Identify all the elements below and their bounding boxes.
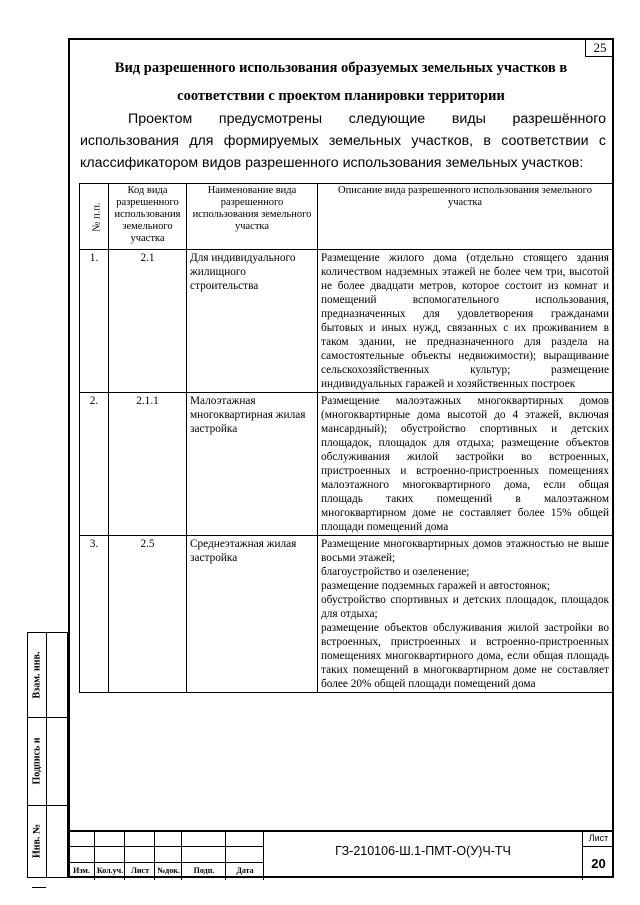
row-name: Среднеэтажная жилая застройка [187, 536, 318, 693]
desc-line: обустройство спортивных и детских площадок, площадок для отдыха; [321, 594, 609, 620]
table-header-row [80, 184, 613, 250]
table-row [80, 250, 613, 393]
sheet-box [582, 832, 614, 880]
row-desc: Размещение малоэтажных многоквартирных домов (многоквартирные дома высотой до 4 этажей, включая мансардный); обустройство спортивных и детских площадок, площадок для отдыха; размещение объектов обслуживания жилой застройки во встроенных, пристроенных и встроенно-пристроенных помещениях малоэтажного многоквартирного дома, если общая площадь таких помещений в малоэтажном многоквартирном доме не составляет более 15% общей площади помещений дома [318, 393, 613, 536]
document-code: ГЗ-210106-Ш.1-ПМТ-О(У)Ч-ТЧ [335, 844, 511, 858]
desc-line: благоустройство и озеленение; [321, 566, 470, 578]
header-code: Код вида разрешенного использования земельного участка [109, 184, 187, 250]
stamp-label-koluch: Кол.уч. [96, 866, 124, 875]
table-row [80, 536, 613, 693]
desc-line: Размещение многоквартирных домов этажностью не выше восьми этажей; [321, 538, 609, 564]
intro-paragraph: Проектом предусмотрены следующие виды разрешённого использования для формируемых земельных участков, в соответствии с классификатором видов разрешенного использования земельных участков: [80, 111, 606, 171]
scan-mark [32, 887, 46, 888]
sheet-number: 20 [591, 856, 606, 871]
row-code: 2.1 [109, 250, 187, 393]
stamp-label-izm: Изм. [73, 866, 90, 875]
row-num: 1. [80, 250, 109, 393]
stamp-label-ndok: №док. [157, 866, 180, 875]
row-code: 2.5 [109, 536, 187, 693]
stamp-label-list: Лист [130, 866, 150, 875]
sidebar-label-vzam: Взам. инв. [31, 651, 43, 699]
header-desc: Описание вида разрешенного использования земельного участка [318, 184, 613, 250]
row-name: Малоэтажная многоквартирная жилая застройка [187, 393, 318, 536]
section-title-line2: соответствии с проектом планировки территории [177, 88, 505, 104]
sidebar-column-divider [46, 633, 47, 877]
header-name: Наименование вида разрешенного использования земельного участка [187, 184, 318, 250]
row-desc: Размещение жилого дома (отдельно стоящего здания количеством надземных этажей не более чем три, высотой не более двадцати метров, которое состоит из комнат и помещений вспомогательного использования, предназначенных для удовлетворения гражданами бытовых и иных нужд, связанных с их проживанием в таком здании, не предназначенного для раздела на самостоятельные объекты недвижимости); выращивание сельскохозяйственных культур; размещение индивидуальных гаражей и хозяйственных построек [318, 250, 613, 393]
desc-line: размещение подземных гаражей и автостоянок; [321, 580, 551, 592]
sidebar-label-inv: Инв. № [31, 824, 43, 858]
header-num: № п.п. [80, 184, 109, 250]
row-desc [318, 536, 613, 693]
row-name: Для индивидуального жилищного строительства [187, 250, 318, 393]
desc-line: размещение объектов обслуживания жилой застройки во встроенных, пристроенных и встроенно-пристроенных помещениях многоквартирного дома, если общая площадь таких помещений в многоквартирном доме не составляет более 20% общей площади помещений дома [321, 622, 609, 690]
land-use-table [79, 183, 613, 693]
stamp-label-data: Дата [236, 866, 254, 875]
page-corner-number: 25 [585, 38, 614, 57]
title-block-stamp [68, 830, 614, 878]
binding-sidebar [27, 632, 68, 878]
sheet-divider [583, 846, 614, 847]
stamp-label-podp: Подп. [193, 866, 215, 875]
sheet-label: Лист [588, 833, 609, 843]
sidebar-label-podpis: Подпись и [31, 737, 43, 785]
row-code: 2.1.1 [109, 393, 187, 536]
table-row [80, 393, 613, 536]
row-num: 3. [80, 536, 109, 693]
section-title-line1: Вид разрешенного использования образуемых земельных участков в [114, 60, 568, 76]
row-num: 2. [80, 393, 109, 536]
